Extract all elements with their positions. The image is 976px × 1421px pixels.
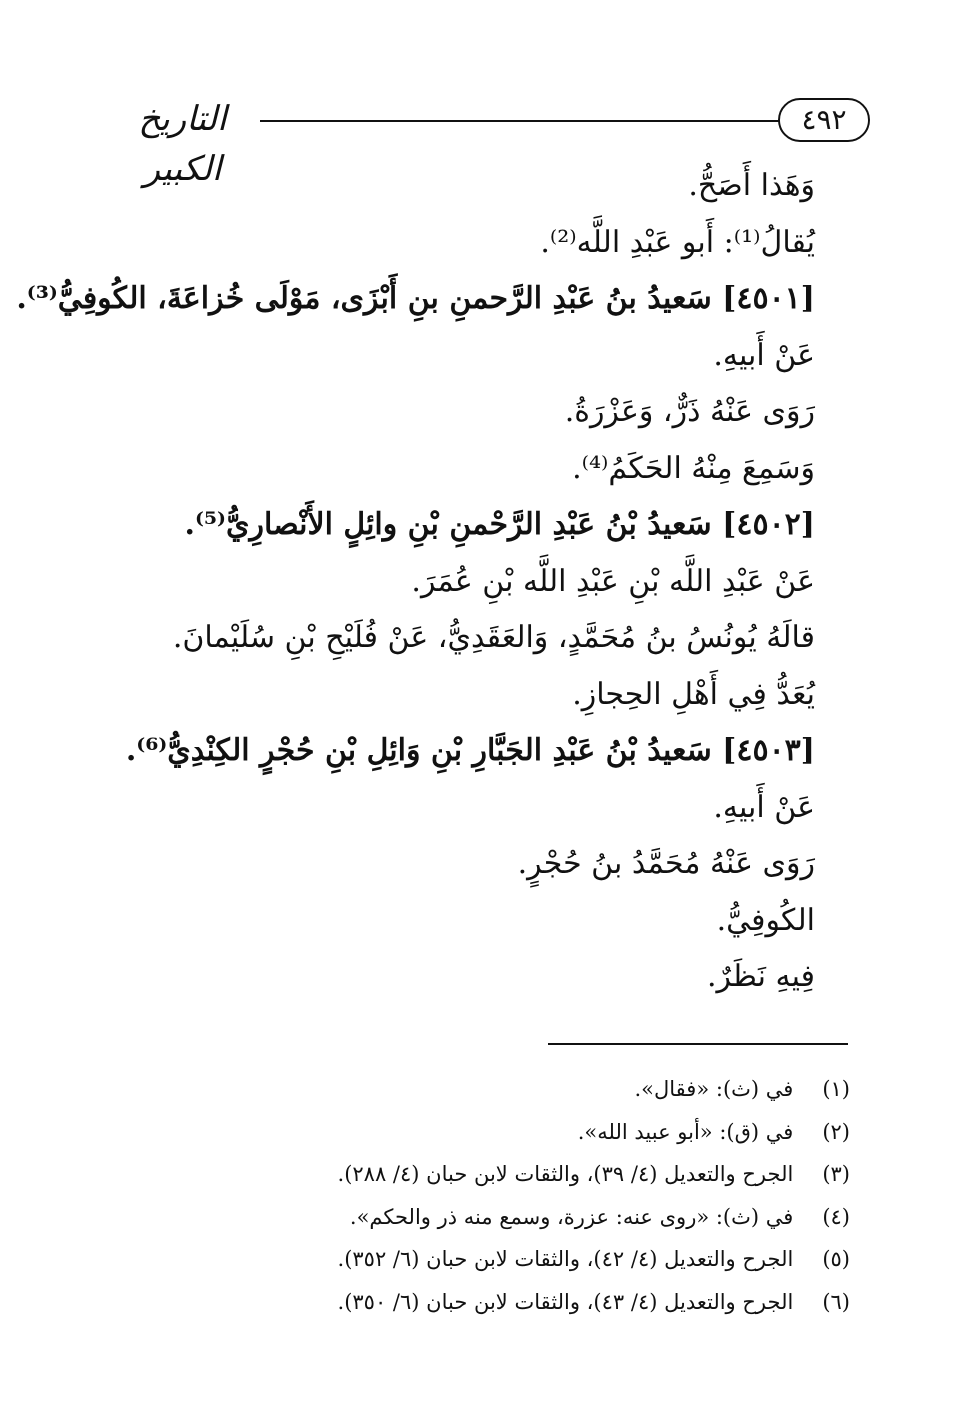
footnote-item [200, 1281, 850, 1324]
entry-heading-4503: [٤٥٠٣] سَعيدُ بْنُ عَبْدِ الجَبَّارِ بْنِ وَائِلِ بْنِ حُجْرٍ الكِنْدِيُّ⁽⁶⁾. [125, 733, 815, 768]
footnote-text: الجرح والتعديل (٤/ ٣٩)، والثقات لابن حبان (٤/ ٢٨٨). [337, 1162, 794, 1186]
text-line: عَنْ أَبيهِ. [713, 789, 815, 825]
footnote-text: الجرح والتعديل (٤/ ٤٣)، والثقات لابن حبان (٦/ ٣٥٠). [337, 1289, 794, 1314]
text-line: قالَهُ يُونُسُ بنُ مُحَمَّدٍ، وَالعَقَدِيُّ، عَنْ فُلَيْحِ بْنِ سُلَيْمانَ. [172, 620, 815, 655]
footnote-number: (٦) [822, 1289, 850, 1314]
entry-heading-4502: [٤٥٠٢] سَعيدُ بْنُ عَبْدِ الرَّحْمنِ بْنِ وائِلٍ الأَنْصارِيُّ⁽⁵⁾. [184, 507, 815, 542]
footnote-number: (٣) [822, 1162, 850, 1186]
footnote-item [200, 1196, 850, 1239]
footnote-item [200, 1153, 850, 1196]
entry-heading-4501: [٤٥٠١] سَعيدُ بنُ عَبْدِ الرَّحمنِ بنِ أَبْزَى، مَوْلَى خُزاعَةَ، الكُوفِيُّ⁽³⁾. [16, 281, 815, 316]
footnote-item [200, 1238, 850, 1281]
text-line: رَوَى عَنْهُ مُحَمَّدُ بنُ حُجْرٍ. [517, 846, 815, 881]
text-line: فِيهِ نَظَرٌ. [706, 959, 815, 994]
footnote-text: في (ق): «أبو عبيد الله». [577, 1119, 794, 1144]
footnote-number: (٥) [822, 1247, 850, 1271]
text-line: يُعَدُّ فِي أَهْلِ الحِجازِ. [572, 676, 815, 712]
footnote-item [200, 1111, 850, 1154]
footnote-text: الجرح والتعديل (٤/ ٤٢)، والثقات لابن حبان (٦/ ٣٥٢). [337, 1247, 794, 1271]
footnotes [200, 1068, 850, 1323]
text-line: عَنْ عَبْدِ اللَّه بْنِ عَبْدِ اللَّه بْنِ عُمَرَ. [411, 563, 815, 599]
text-line: رَوَى عَنْهُ ذَرٌّ، وَعَزْرَةُ. [564, 394, 815, 429]
footnote-text: في (ث): «روى عنه: عزرة، وسمع منه ذر والحكم». [349, 1204, 794, 1229]
footnote-number: (٢) [822, 1119, 850, 1144]
text-line: وَسَمِعَ مِنْهُ الحَكَمُ⁽⁴⁾. [572, 450, 815, 486]
footnote-text: في (ث): «فقال». [634, 1077, 794, 1101]
text-line: عَنْ أَبيهِ. [713, 337, 815, 373]
page-number: ٤٩٢ [778, 98, 870, 142]
text-line: يُقالُ⁽¹⁾: أَبو عَبْدِ اللَّه⁽²⁾. [540, 224, 815, 260]
footnote-item [200, 1068, 850, 1111]
footnote-number: (٤) [822, 1204, 850, 1229]
main-text [16, 158, 815, 1006]
text-line: الكُوفِيُّ. [716, 902, 815, 938]
book-title: التاريخ الكبير [138, 99, 227, 189]
text-line: وَهَذا أَصَحُّ. [688, 168, 815, 203]
footnote-number: (١) [822, 1077, 850, 1101]
footnote-divider [548, 1043, 848, 1045]
header-divider [260, 120, 780, 122]
